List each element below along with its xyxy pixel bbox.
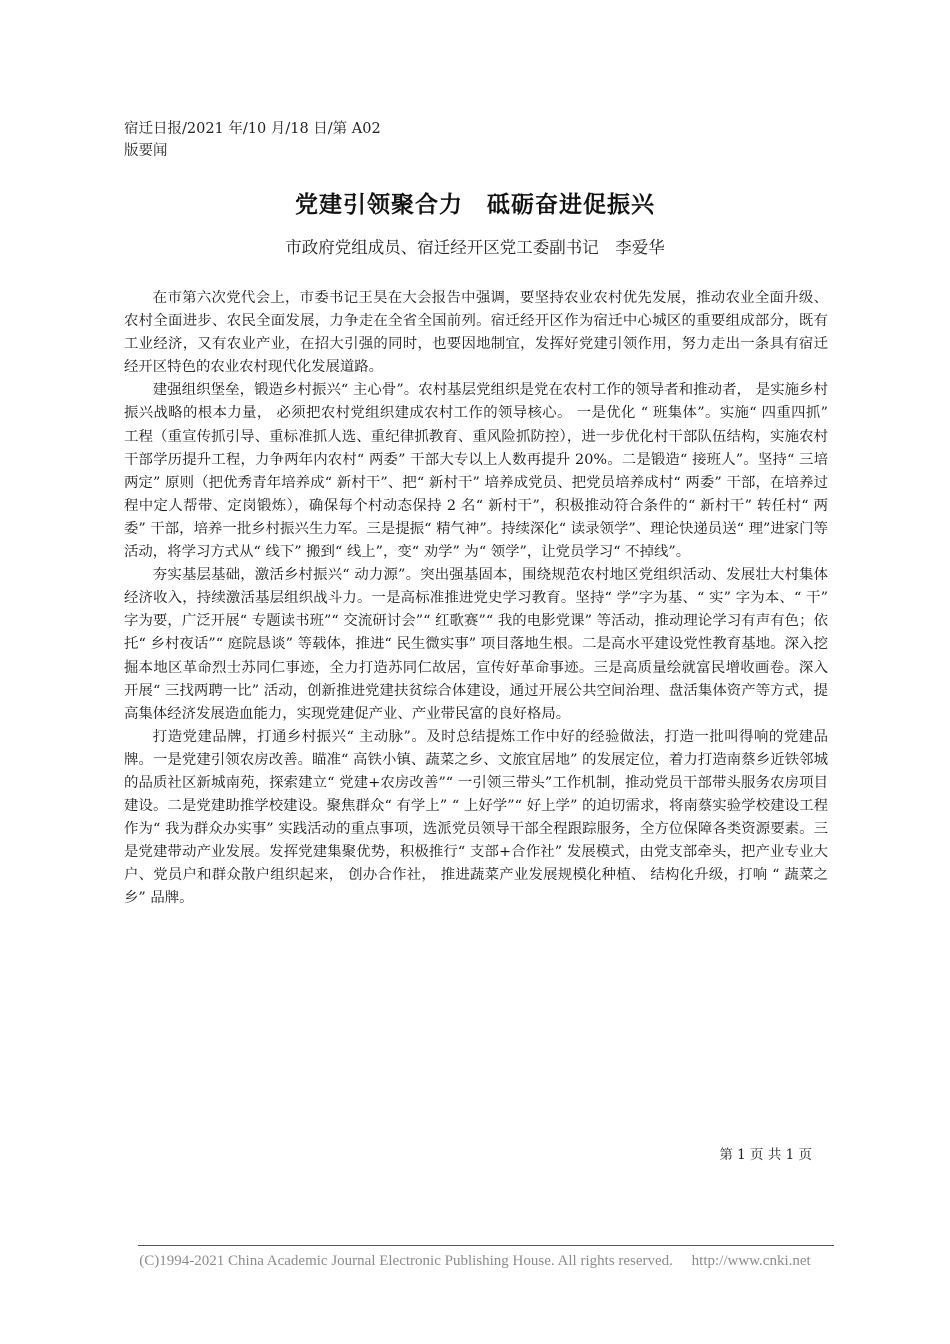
article-title: 党建引领聚合力 砥砺奋进促振兴 [295,192,655,218]
page-indicator: 第 1 页 共 1 页 [719,1147,812,1163]
footer-divider [138,1245,834,1246]
source-line-2: 版要闻 [124,143,168,159]
article-author: 市政府党组成员、宿迁经开区党工委副书记 李爱华 [285,238,665,257]
source-line-1: 宿迁日报/2021 年/10 月/18 日/第 A02 [124,121,381,137]
source-info [124,118,381,162]
paragraph-intro: 在市第六次党代会上，市委书记王昊在大会报告中强调，要坚持农业农村优先发展，推动农业全面升级、农村全面进步、农民全面发展，力争走在全省全国前列。宿迁经开区作为宿迁中心城区的重要组成部分，既有工业经济，又有农业产业，在招大引强的同时，也要因地制宜，发挥好党建引领作用，努力走出一条具有宿迁经开区特色的农业农村现代化发展道路。 [124,290,828,376]
article-body [124,287,828,911]
paragraph-foundation: 夯实基层基础，激活乡村振兴“ 动力源”。突出强基固本，围绕规范农村地区党组织活动、发展壮大村集体经济收入，持续激活基层组织战斗力。一是高标准推进党史学习教育。坚持“ 学”字为基、“ 实” 字为本、“ 干” 字为要，广泛开展“ 专题读书班”“ 交流研讨会”“ 红歌赛”“ 我的电影党课” 等活动，推动理论学习有声有色；依托“ 乡村夜话”“ 庭院恳谈” 等载体，推进“ 民生微实事” 项目落地生根。二是高水平建设党性教育基地。深入挖掘本地区革命烈士苏同仁事迹，全力打造苏同仁故居，宣传好革命事迹。三是高质量绘就富民增收画卷。深入开展“ 三找两聘一比” 活动，创新推进党建扶贫综合体建设，通过开展公共空间治理、盘活集体资产等方式，提高集体经济发展造血能力，实现党建促产业、产业带民富的良好格局。 [124,567,828,722]
paragraph-organization: 建强组织堡垒，锻造乡村振兴“ 主心骨”。农村基层党组织是党在农村工作的领导者和推动者， 是实施乡村振兴战略的根本力量， 必须把农村党组织建成农村工作的领导核心。 一是优化 “ 班集体”。实施“ 四重四抓” 工程（重宣传抓引导、重标准抓人选、重纪律抓教育、重风险抓防控），进一步优化村干部队伍结构，实施农村干部学历提升工程，力争两年内农村“ 两委” 干部大专以上人数再提升 20%。二是锻造“ 接班人”。坚持“ 三培两定” 原则（把优秀青年培养成“ 新村干”、把“ 新村干” 培养成党员、把党员培养成村“ 两委” 干部，在培养过程中定人帮带、定岗锻炼），确保每个村动态保持 2 名“ 新村干”，积极推动符合条件的“ 新村干” 转任村“ 两委” 干部，培养一批乡村振兴生力军。三是提振“ 精气神”。持续深化“ 读录领学”、理论快递员送“ 理”进家门等活动，将学习方式从“ 线下” 搬到“ 线上”，变“ 劝学” 为“ 领学”，让党员学习“ 不掉线”。 [124,382,828,561]
paragraph-brand: 打造党建品牌，打通乡村振兴“ 主动脉”。及时总结提炼工作中好的经验做法，打造一批叫得响的党建品牌。一是党建引领农房改善。瞄准“ 高铁小镇、蔬菜之乡、文旅宜居地” 的发展定位，着力打造南蔡乡近铁邻城的品质社区新城南苑，探索建立“ 党建+农房改善”“ 一引领三带头”工作机制，推动党员干部带头服务农房项目建设。二是党建助推学校建设。聚焦群众“ 有学上” “ 上好学”“ 好上学” 的迫切需求，将南蔡实验学校建设工程作为“ 我为群众办实事” 实践活动的重点事项，选派党员领导干部全程跟踪服务，全方位保障各类资源要素。三是党建带动产业发展。发挥党建集聚优势，积极推行“ 支部+合作社” 发展模式，由党支部牵头，把产业专业大户、党员户和群众散户组织起来， 创办合作社， 推进蔬菜产业发展规模化种植、 结构化升级，打响 “ 蔬菜之乡” 品牌。 [124,728,828,907]
copyright-footer: (C)1994-2021 China Academic Journal Electronic Publishing House. All rights reserved. http://www.cnki.net [139,1253,811,1269]
